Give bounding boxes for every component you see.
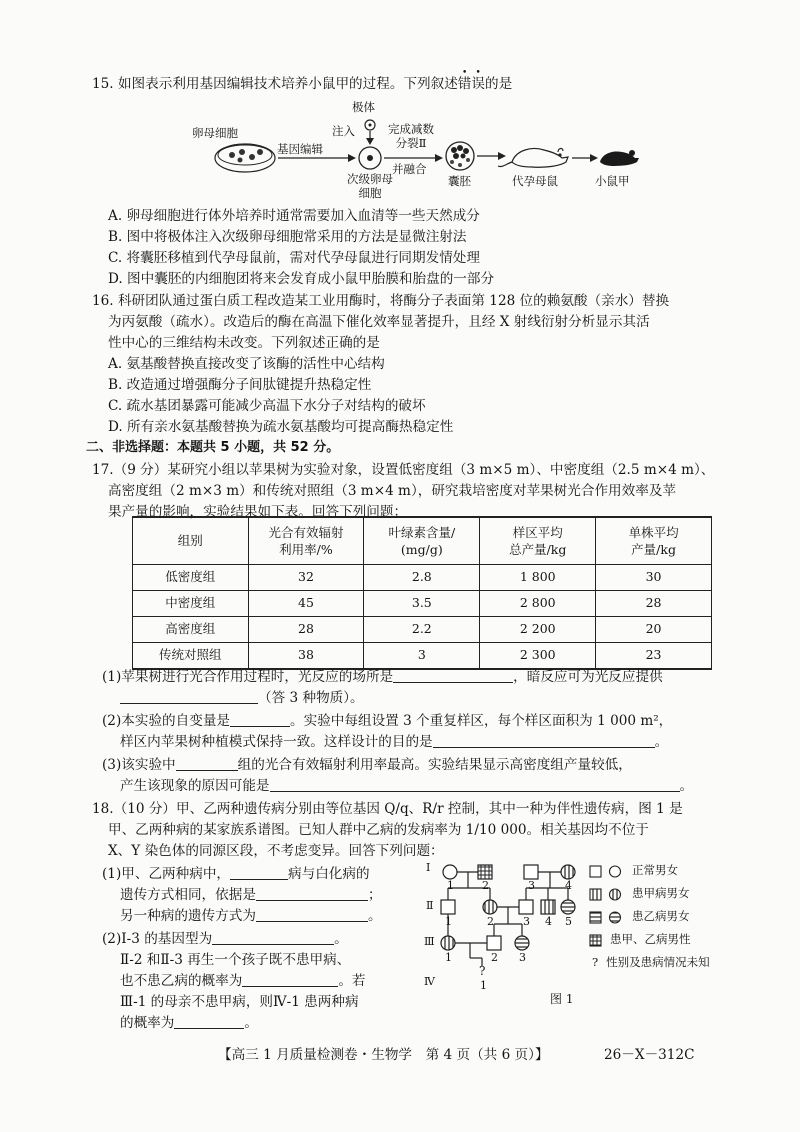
table-header: 叶绿素含量/ (mg/g) [364,517,480,565]
answer-blank[interactable] [230,865,288,880]
table-cell: 2.8 [364,565,480,591]
answer-blank[interactable] [212,930,334,945]
q15-option-d: D. 图中囊胚的内细胞团将来会发育成小鼠甲胎膜和胎盘的一部分 [108,271,495,287]
q17-sub3-line2: 产生该现象的原因可能是 。 [120,778,694,794]
answer-blank[interactable] [393,668,513,683]
figure-caption: 图 1 [550,992,574,1006]
answer-blank[interactable] [270,777,680,792]
q15-emph-2: 误 [471,76,485,92]
table-cell: 28 [596,591,712,617]
table-cell: 30 [596,565,712,591]
table-cell: 32 [248,565,364,591]
ped-num: 4 [565,879,572,892]
table-cell: 23 [596,643,712,670]
gen-label-3: Ⅲ [424,935,435,948]
diagram-label-polar-body: 极体 [352,100,375,114]
answer-blank[interactable] [230,712,290,727]
answer-blank[interactable] [256,886,368,901]
q17-sub1-line2: （答 3 种物质）。 [120,688,364,708]
legend-both-diseases: 患甲、乙病男性 [610,932,691,946]
table-header: 单株平均 产量/kg [596,517,712,565]
blastocyst-icon [446,142,474,170]
q15-stem-end: 的是 [484,76,513,92]
q17-sub1-line1: (1)苹果树进行光合作用过程时，光反应的场所是 ，暗反应可为光反应提供 [102,669,663,685]
q16-option-b: B. 改造通过增强酶分子间肽键提升热稳定性 [108,377,372,393]
q18-sub2-line2: Ⅱ-2 和Ⅱ-3 再生一个孩子既不患甲病、 [120,952,351,968]
table-row [133,565,712,591]
diagram-label-blastocyst: 囊胚 [448,174,471,188]
q18-sub2-line5: 的概率为 。 [120,1015,258,1031]
ped-num: 1 [445,915,452,928]
surrogate-mouse-icon [498,148,568,167]
ped-num: 1 [447,879,454,892]
q17-stem-line-1: 17.（9 分）某研究小组以苹果树为实验对象，设置低密度组（3 m×5 m）、中密度组（2.5 m×4 m）、 [92,462,715,478]
ped-num: 3 [523,915,530,928]
q15-diagram [180,100,640,205]
table-header: 组别 [133,517,249,565]
ped-num: 5 [565,915,572,928]
table-cell: 3 [364,643,480,670]
table-cell: 传统对照组 [133,643,249,670]
table-cell: 38 [248,643,364,670]
table-cell: 2.2 [364,617,480,643]
q15-diagram-svg [180,100,640,205]
table-cell: 中密度组 [133,591,249,617]
section-heading: 二、非选择题：本题共 5 小题，共 52 分。 [86,440,340,455]
q18-stem-line-1: 18.（10 分）甲、乙两种遗传病分别由等位基因 Q/q、R/r 控制，其中一种为伴性遗传病，图 1 是 [92,801,683,817]
diagram-label-meiosis: 完成减数分裂Ⅱ [388,122,434,151]
legend-disease-b: 患乙病男女 [632,909,690,923]
table-header-row [133,517,712,565]
q15-emph-1: 错 [457,76,472,92]
q18-sub1-line3: 另一种病的遗传方式为 。 [120,908,382,924]
diagram-label-oocyte: 卵母细胞 [192,126,238,140]
ped-num: 3 [528,879,535,892]
table-cell: 45 [248,591,364,617]
table-row [133,643,712,670]
gen-label-2: Ⅱ [426,899,434,912]
answer-blank[interactable] [256,907,368,922]
table-header: 光合有效辐射 利用率/% [248,517,364,565]
q15-option-a: A. 卵母细胞进行体外培养时通常需要加入血清等一些天然成分 [108,208,480,224]
diagram-label-mouse: 小鼠甲 [595,174,630,188]
table-cell: 2 200 [480,617,596,643]
q16-option-d: D. 所有亲水氨基酸替换为疏水氨基酸均可提高酶热稳定性 [108,419,454,435]
table-cell: 高密度组 [133,617,249,643]
q17-results-table [132,516,712,670]
q16-stem-line-3: 性中心的三维结构未改变。下列叙述正确的是 [108,335,380,351]
answer-blank[interactable] [176,756,238,771]
legend-disease-a: 患甲病男女 [632,886,690,900]
table-row [133,617,712,643]
table-cell: 低密度组 [133,565,249,591]
ped-num: 2 [491,951,498,964]
q15-option-c: C. 将囊胚移植到代孕母鼠前，需对代孕母鼠进行同期发情处理 [108,250,480,266]
ped-num: 2 [482,879,489,892]
q16-stem-line-2: 为丙氨酸（疏水）。改造后的酶在高温下催化效率显著提升，且经 X 射线衍射分析显示其活 [108,314,650,330]
black-mouse-icon [600,150,639,166]
ped-num: 2 [487,915,494,928]
q17-stem-line-2: 高密度组（2 m×3 m）和传统对照组（3 m×4 m），研究栽培密度对苹果树光合作用效率及苹 [108,483,677,499]
legend-normal: 正常男女 [632,863,678,877]
q15-option-b: B. 图中将极体注入次级卵母细胞常采用的方法是显微注射法 [108,229,467,245]
ped-num: 3 [519,951,526,964]
diagram-label-secondary-oocyte: 次级卵母细胞 [347,172,393,201]
footer-page-info: 【高三 1 月质量检测卷・生物学 第 4 页（共 6 页）】 [218,1047,549,1063]
q17-stem-line-3: 果产量的影响，实验结果如下表。回答下列问题： [108,504,408,520]
q17-sub3-line1: (3)该实验中 组的光合有效辐射利用率最高。实验结果显示高密度组产量较低， [102,757,632,773]
gen-label-4: Ⅳ [424,975,435,988]
table-cell: 2 800 [480,591,596,617]
diagram-label-gene-edit: 基因编辑 [277,142,323,156]
ped-num: 1 [445,951,452,964]
q17-sub2-line2: 样区内苹果树种植模式保持一致。这样设计的目的是 。 [120,734,669,750]
q18-sub1-line2: 遗传方式相同，依据是 ； [120,887,382,903]
q15-stem-text: 15. 如图表示利用基因编辑技术培养小鼠甲的过程。下列叙述 [92,76,458,92]
answer-blank[interactable] [433,733,655,748]
unknown-individual-marker: ? [479,964,486,978]
q18-stem-line-2: 甲、乙两种病的某家族系谱图。已知人群中乙病的发病率为 1/10 000。相关基因均不位于 [108,822,649,838]
q18-sub1-line1: (1)甲、乙两种病中， 病与白化病的 [102,866,370,882]
table-cell: 2 300 [480,643,596,670]
ped-num: 1 [480,979,487,992]
table-cell: 20 [596,617,712,643]
q17-sub2-line1: (2)本实验的自变量是 。实验中每组设置 3 个重复样区，每个样区面积为 1 000 m²， [102,713,673,729]
q18-sub2-line3: 也不患乙病的概率为 。若 [120,973,366,989]
diagram-label-inject: 注入 [332,124,355,138]
pedigree-figure [420,858,730,1018]
answer-blank[interactable] [242,972,338,987]
q16-option-a: A. 氨基酸替换直接改变了该酶的活性中心结构 [108,356,385,372]
q16-option-c: C. 疏水基团暴露可能减少高温下水分子对结构的破坏 [108,398,426,414]
table-cell: 28 [248,617,364,643]
answer-blank[interactable] [174,1014,244,1029]
gen-label-1: Ⅰ [426,861,431,874]
table-cell: 3.5 [364,591,480,617]
footer-code: 26－X－312C [604,1047,695,1063]
ped-num: 4 [545,915,552,928]
table-cell: 1 800 [480,565,596,591]
table-row [133,591,712,617]
table-header: 样区平均 总产量/kg [480,517,596,565]
q15-stem [92,74,512,94]
diagram-label-surrogate: 代孕母鼠 [512,174,558,188]
legend-unknown-row: ? 性别及患病情况未知 [592,955,710,969]
q16-stem-line-1: 16. 科研团队通过蛋白质工程改造某工业用酶时，将酶分子表面第 128 位的赖氨酸（亲水）替换 [92,293,670,309]
q18-sub2-line4: Ⅲ-1 的母亲不患甲病，则Ⅳ-1 患两种病 [120,994,359,1010]
q18-sub2-line1: (2)Ⅰ-3 的基因型为 。 [102,931,348,947]
q18-stem-line-3: X、Y 染色体的同源区段，不考虑变异。回答下列问题： [108,843,444,859]
oocyte-dish-icon [215,144,275,172]
answer-blank[interactable] [120,689,258,704]
diagram-label-fusion: 并融合 [392,162,427,176]
